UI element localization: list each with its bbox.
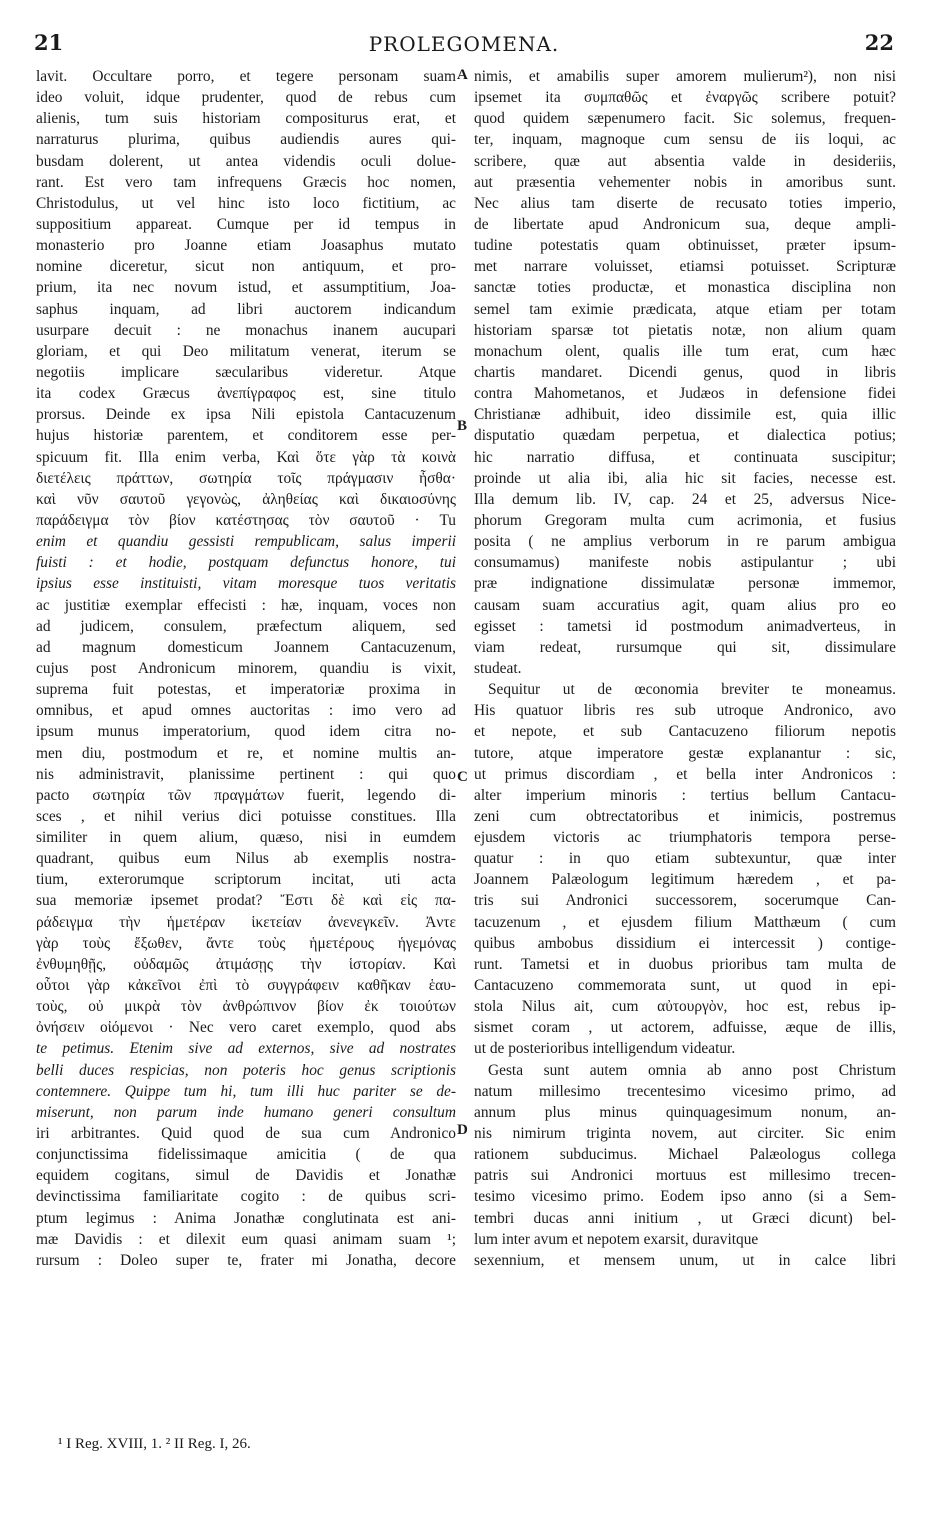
text-line: Cantacuzeno commemorata sunt, ut quod in epi- [474, 977, 896, 995]
text-line: nomine diceretur, sicut non antiquum, et pro- [36, 258, 456, 276]
text-line: præ indignatione dissimulatæ personæ immemor, [474, 575, 896, 593]
text-line: patris sui Andronici mortuus est millesimo trecen- [474, 1167, 896, 1185]
text-line: Joannem Palæologum legitimum hæredem , et pa- [474, 871, 896, 889]
text-line: quibus ambobus dissidium ei intercessit ) contige- [474, 934, 896, 952]
text-line: proinde ut alia ibi, alia hic sit facies, necesse est. [474, 469, 896, 487]
text-line: tudine potestatis quam obtinuisset, præter ipsum- [474, 237, 896, 255]
text-line: consumamus) manifeste nobis astipulantur ; ubi [474, 554, 896, 572]
text-line: prium, ita nec novum istud, et assumptitium, Joa- [36, 279, 456, 297]
text-line: rationem subducimus. Michael Palæologus collega [474, 1146, 896, 1164]
text-line: usurpare decuit : ne monachus inanem aucupari [36, 321, 456, 339]
section-marker-b: B [457, 418, 468, 434]
text-line: nis nimirum triginta novem, aut circiter. Sic enim [474, 1125, 896, 1143]
text-line: tutore, atque imperatore gestæ explanantur : sic, [474, 744, 896, 762]
section-marker-a: A [457, 67, 468, 83]
text-line: οὗτοι γὰρ κἀκεῖνοι ἐπὶ τὸ συγγράφειν καθῆκαν ἑαυ- [36, 977, 456, 995]
text-line: zeni cum obtrectatoribus et inimicis, postremus [474, 807, 896, 825]
text-line: rant. Est vero tam infrequens Græcis hoc nomen, [36, 173, 456, 191]
text-line: monasterio pro Joanne etiam Joasaphus mutato [36, 237, 456, 255]
text-line: aut præsentia vehementer nobis in amoribus sunt. [474, 173, 896, 191]
running-header [34, 30, 894, 64]
text-line: conjunctissima fidelissimaque amicitia ( de qua [36, 1146, 456, 1164]
text-line: γὰρ τοὺς ἔξωθεν, ἄντε τοὺς ἡμετέρους ἡγεμόνας [36, 934, 456, 952]
text-line: annum plus minus quinquagesimum nonum, an- [474, 1103, 896, 1121]
text-line: ita codex Græcus ἀνεπίγραφος est, sine titulo [36, 385, 456, 403]
text-line: ipsum munus imperatorium, quod idem citra no- [36, 723, 456, 741]
text-line: Christianæ adhibuit, ideo dissimile est, quia illic [474, 406, 896, 424]
text-line: spicuum fit. Illa enim verba, Καὶ ὅτε γὰρ τὰ κοινὰ [36, 448, 456, 466]
text-line: tris sui Andronici successorem, socerumque Can- [474, 892, 896, 910]
text-line: cujus post Andronicum minorem, quandiu is vixit, [36, 659, 456, 677]
footnote: ¹ I Reg. XVIII, 1. ² II Reg. I, 26. [58, 1436, 251, 1452]
text-line: tesimo vicesimo primo. Eodem ipso anno (si a Sem- [474, 1188, 896, 1206]
page-number-right: 22 [864, 30, 894, 55]
text-line: mæ Davidis : et dilexit eum quasi animam suam ¹; [36, 1230, 456, 1248]
text-line: similiter in quem alium, quæso, nisi in eumdem [36, 829, 456, 847]
text-line: phorum Gregoram multa cum acrimonia, et fusius [474, 511, 896, 529]
text-line: contemnere. Quippe tum hi, tum illi huc pariter se de- [36, 1082, 456, 1100]
text-line: Nec alius tam diserte de recusato toties imperio, [474, 194, 896, 212]
text-line: tacuzenum , et ejusdem filium Matthæum ( cum [474, 913, 896, 931]
text-line: suppositium appareat. Cumque per id tempus in [36, 215, 456, 233]
text-line: alter imperium minoris : tertius bellum Cantacu- [474, 786, 896, 804]
text-line: gloriam, et qui Deo militatum venerat, iterum se [36, 342, 456, 360]
text-line: viam redeat, rursumque qui sit, dissimulare [474, 638, 896, 656]
text-line: met narrare voluisset, etiamsi potuisset. Scripturæ [474, 258, 896, 276]
text-line: sismet coram , ut actorem, adfuisse, æque de illis, [474, 1019, 896, 1037]
text-line: rursum : Doleo super te, frater mi Jonatha, decore [36, 1251, 456, 1269]
text-line: ut de posterioribus intelligendum videatur. [474, 1040, 736, 1058]
text-line: His quatuor libris res sub utroque Andronico, avo [474, 702, 896, 720]
text-line: quod quidem sæpenumero facit. Sic solemus, frequen- [474, 110, 896, 128]
text-line: suprema fuit potestas, et imperatoriæ proxima in [36, 681, 456, 699]
text-line: enim et quandiu gessisti rempublicam, salus imperii [36, 533, 456, 551]
section-marker-d: D [457, 1122, 468, 1138]
text-line: historiam sparsæ tot pietatis notæ, non alium quam [474, 321, 896, 339]
text-line: semel tam eximie prædicata, atque etiam per totam [474, 300, 896, 318]
text-line: monachum olent, qualis ille tum erat, cum hæc [474, 342, 896, 360]
text-line: quadrant, quibus eum Nilus ab exemplis nostra- [36, 850, 456, 868]
text-line: busdam dolerent, ut antea videndis oculi dolue- [36, 152, 456, 170]
text-line: pacto σωτηρία τῶν πραγμάτων fuerit, legendo di- [36, 786, 456, 804]
text-line: nis administravit, planissime pertinent : qui quo [36, 765, 456, 783]
text-line: te petimus. Etenim sive ad externos, sive ad nostrates [36, 1040, 456, 1058]
text-line: ad judicem, consulem, præfectum aliquem, sed [36, 617, 456, 635]
text-line: ipsemet ita συμπαθῶς et ἐναργῶς scribere potuit? [474, 89, 896, 107]
text-line: chartis mandaret. Dicendi genus, quod in libris [474, 363, 896, 381]
text-line: sexennium, et mensem unum, ut in calce libri [474, 1251, 896, 1269]
text-line: ac justitiæ exemplar effecisti : hæ, inquam, voces non [36, 596, 456, 614]
text-line: sces , et nihil verius dici potuisse constitues. Illa [36, 807, 456, 825]
text-line: Sequitur ut de œconomia breviter te moneamus. [488, 681, 896, 699]
text-line: sanctæ toties productæ, et monastica disciplina non [474, 279, 896, 297]
text-line: men diu, postmodum et re, et nomine multis an- [36, 744, 456, 762]
text-line: καὶ νῦν σαυτοῦ γεγονὼς, ἀληθείας καὶ δικαιοσύνης [36, 490, 456, 508]
text-line: alienis, tum suis historiam compositurus erat, et [36, 110, 456, 128]
text-line: de libertate apud Andronicum sua, deque ampli- [474, 215, 896, 233]
text-line: scribere, quæ aut absentia valde in desideriis, [474, 152, 896, 170]
text-line: ὀνήσειν οἰόμενοι · Nec vero caret exemplo, quod abs [36, 1019, 456, 1037]
text-line: iri arbitrantes. Quid quod de sua cum Andronico [36, 1125, 456, 1143]
text-line: natum millesimo trecentesimo vicesimo primo, ad [474, 1082, 896, 1100]
text-line: Illa demum lib. IV, cap. 24 et 25, adversus Nice- [474, 490, 896, 508]
text-line: Gesta sunt autem omnia ab anno post Christum [488, 1061, 896, 1079]
text-line: ad magnum domesticum Joannem Cantacuzenum, [36, 638, 456, 656]
text-line: lum inter avum et nepotem exarsit, duravitque [474, 1230, 759, 1248]
text-line: sua memoriæ ipsemet prodat? Ἔστι δὲ καὶ εἰς πα- [36, 892, 456, 910]
text-line: studeat. [474, 659, 522, 677]
text-line: prorsus. Deinde ex ipsa Nili epistola Cantacuzenum [36, 406, 456, 424]
text-line: fuisti : et hodie, postquam defunctus honore, tui [36, 554, 456, 572]
text-line: lavit. Occultare porro, et tegere personam suam [36, 68, 456, 85]
text-line: omnibus, et apud omnes auctoritas : imo vero ad [36, 702, 456, 720]
text-line: egisset : tametsi id postmodum animadverteus, in [474, 617, 896, 635]
text-line: nimis, et amabilis super amorem mulierum²), non nisi [474, 68, 896, 85]
text-line: posita ( ne amplius verborum in re parum ambigua [474, 533, 896, 551]
text-line: tembri ducas anni initium , ut Græci dicunt) bel- [474, 1209, 896, 1227]
text-line: disputatio quædam perpetua, et dialectica potius; [474, 427, 896, 445]
left-column [36, 66, 456, 1271]
text-line: ipsius esse instituisti, vitam moresque tuos veritatis [36, 575, 456, 593]
text-line: hujus historiæ parentem, et conditorem esse per- [36, 427, 456, 445]
right-column [474, 66, 896, 1271]
text-line: contra Mahometanos, et Judæos in defensione fidei [474, 385, 896, 403]
text-line: et nepote, et sub Cantacuzeno filiorum nepotis [474, 723, 896, 741]
text-line: saphus inquam, ad libri auctorem indicandum [36, 300, 456, 318]
section-marker-c: C [457, 769, 468, 785]
text-line: runt. Tametsi et in duobus prioribus tam multa de [474, 955, 896, 973]
text-line: ptum legimus : Anima Jonathæ conglutinata est ani- [36, 1209, 456, 1227]
text-line: tium, exterorumque scriptorum incitat, uti acta [36, 871, 456, 889]
text-line: Christodulus, ut vel hinc isto loco fictitium, ac [36, 194, 456, 212]
text-line: διετέλεις πράττων, σωτηρία τοῖς πράγμασιν ἦσθα· [36, 469, 456, 487]
text-line: τοὺς, οὐ μικρὰ τὸν ἀνθρώπινον βίον ἐκ τοιούτων [36, 998, 456, 1016]
page-number-left: 21 [34, 30, 64, 55]
text-line: ter, inquam, magnoque cum sensu de iis loqui, ac [474, 131, 896, 149]
text-line: quatur : in quo etiam subtexuntur, quæ inter [474, 850, 896, 868]
text-line: miserunt, non parum inde humano generi consultum [36, 1103, 456, 1121]
text-line: ράδειγμα τὴν ἡμετέραν ἱκετείαν ἀνενεγκεῖν. Ἀντε [36, 913, 456, 931]
text-line: ut primus discordiam , et bella inter Andronicos : [474, 765, 896, 783]
text-line: ἐνθυμηθῇς, οὐδαμῶς ἀτιμάσῃς τὴν ἱστορίαν. Καὶ [36, 955, 456, 973]
text-line: devinctissima familiaritate cogito : de quibus scri- [36, 1188, 456, 1206]
text-line: negotiis implicare sæcularibus videretur. Atque [36, 363, 456, 381]
text-line: narraturus plurima, quibus audiendis aures qui- [36, 131, 456, 149]
text-line: παράδειγμα τὸν βίον κατέστησας τὸν σαυτοῦ · Tu [36, 511, 456, 529]
text-line: hic narratio diffusa, et continuata suscipitur; [474, 448, 896, 466]
text-line: ejusdem victoris ac triumphatoris tempora perse- [474, 829, 896, 847]
running-title: PROLEGOMENA. [368, 32, 560, 56]
text-line: ideo voluit, idque prudenter, quod de rebus cum [36, 89, 456, 107]
text-line: belli duces respicias, non poteris hoc genus scriptionis [36, 1061, 456, 1079]
text-line: causam suam accuratius agit, quam alius pro eo [474, 596, 896, 614]
text-line: equidem cogitans, simul de Davidis et Jonathæ [36, 1167, 456, 1185]
text-line: stola Nilus ait, cum αὐτουργὸν, hoc est, rebus ip- [474, 998, 896, 1016]
